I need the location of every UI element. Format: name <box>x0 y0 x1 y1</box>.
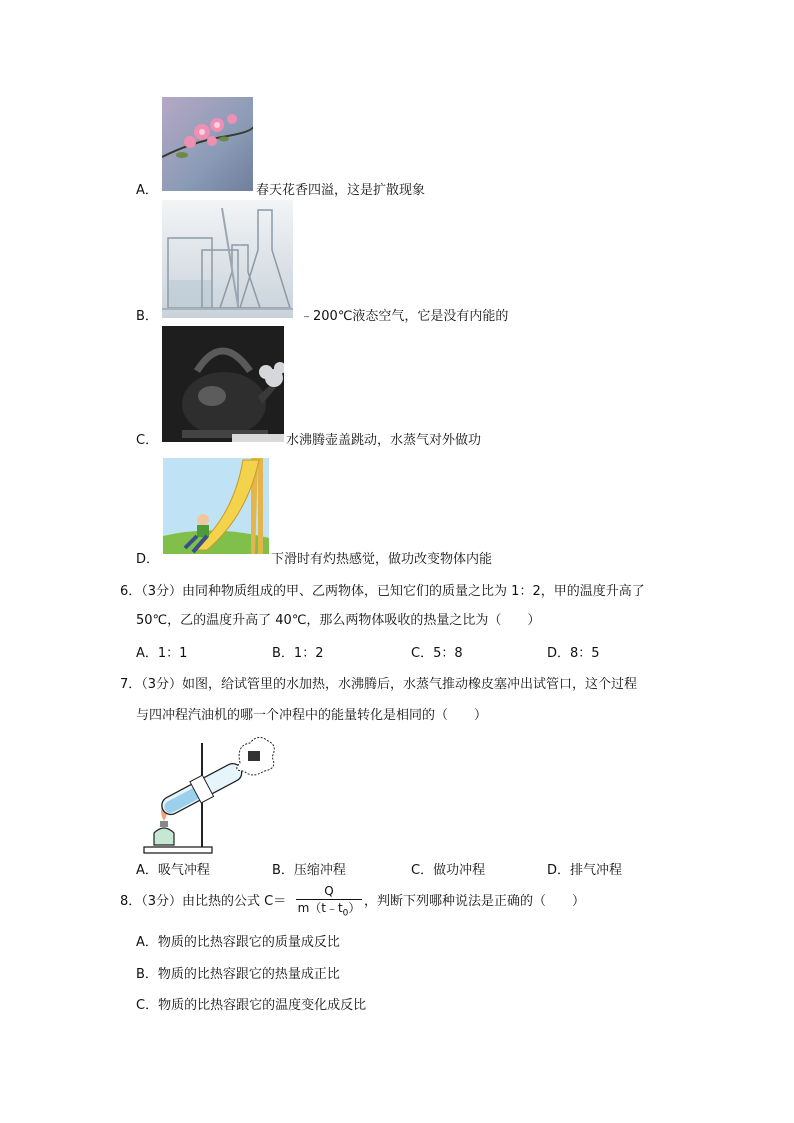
q8-option-b: B．物质的比热容跟它的热量成正比 <box>136 967 340 982</box>
q5-option-d-letter: D． <box>136 552 160 567</box>
q5-option-a-letter: A． <box>136 183 158 198</box>
blossom-image <box>162 97 253 191</box>
q7-option-a: A．吸气冲程 <box>136 863 210 878</box>
q6-option-b: B．1：2 <box>272 646 324 661</box>
q7-option-d: D．排气冲程 <box>547 863 623 878</box>
q7-stem-line1: 7．（3分）如图，给试管里的水加热，水沸腾后，水蒸气推动橡皮塞冲出试管口，这个过程 <box>120 677 638 692</box>
q7-option-c: C．做功冲程 <box>411 863 486 878</box>
q5-option-d-text: 下滑时有灼热感觉，做功改变物体内能 <box>271 552 493 567</box>
specific-heat-formula <box>296 884 362 920</box>
q5-option-c-letter: C． <box>136 433 159 448</box>
q8-stem-suffix: ，判断下列哪种说法是正确的（ ） <box>364 894 586 909</box>
formula-subscript: 0 <box>342 908 349 919</box>
q5-option-a-text: 春天花香四溢，这是扩散现象 <box>256 183 426 198</box>
q7-option-b: B．压缩冲程 <box>272 863 346 878</box>
q5-option-c-text: 水沸腾壶盖跳动，水蒸气对外做功 <box>286 433 482 448</box>
q6-stem-line2: 50℃，乙的温度升高了 40℃，那么两物体吸收的热量之比为（ ） <box>136 613 541 628</box>
q6-option-c: C．5：8 <box>411 646 463 661</box>
q8-option-c: C．物质的比热容跟它的温度变化成反比 <box>136 998 367 1013</box>
q6-option-a: A．1：1 <box>136 646 188 661</box>
formula-denominator: $m(t﹣t_0)$ <box>297 901 361 919</box>
q6-option-d: D．8：5 <box>547 646 600 661</box>
formula-numerator: Q <box>324 884 334 898</box>
q6-stem-line1: 6．（3分）由同种物质组成的甲、乙两物体，已知它们的质量之比为 1：2，甲的温度升高了 <box>120 584 645 599</box>
kettle-image <box>162 326 284 442</box>
q5-option-b-text: ﹣200℃液态空气，它是没有内能的 <box>300 309 509 324</box>
q8-stem-prefix: 8．（3分）由比热的公式 C＝ <box>120 894 287 909</box>
q5-option-b-letter: B． <box>136 309 158 324</box>
q8-option-a: A．物质的比热容跟它的质量成反比 <box>136 935 340 950</box>
glassware-image <box>162 200 293 318</box>
slide-cartoon-image <box>163 458 269 554</box>
test-tube-diagram <box>140 735 275 857</box>
q7-stem-line2: 与四冲程汽油机的哪一个冲程中的能量转化是相同的（ ） <box>136 708 488 723</box>
